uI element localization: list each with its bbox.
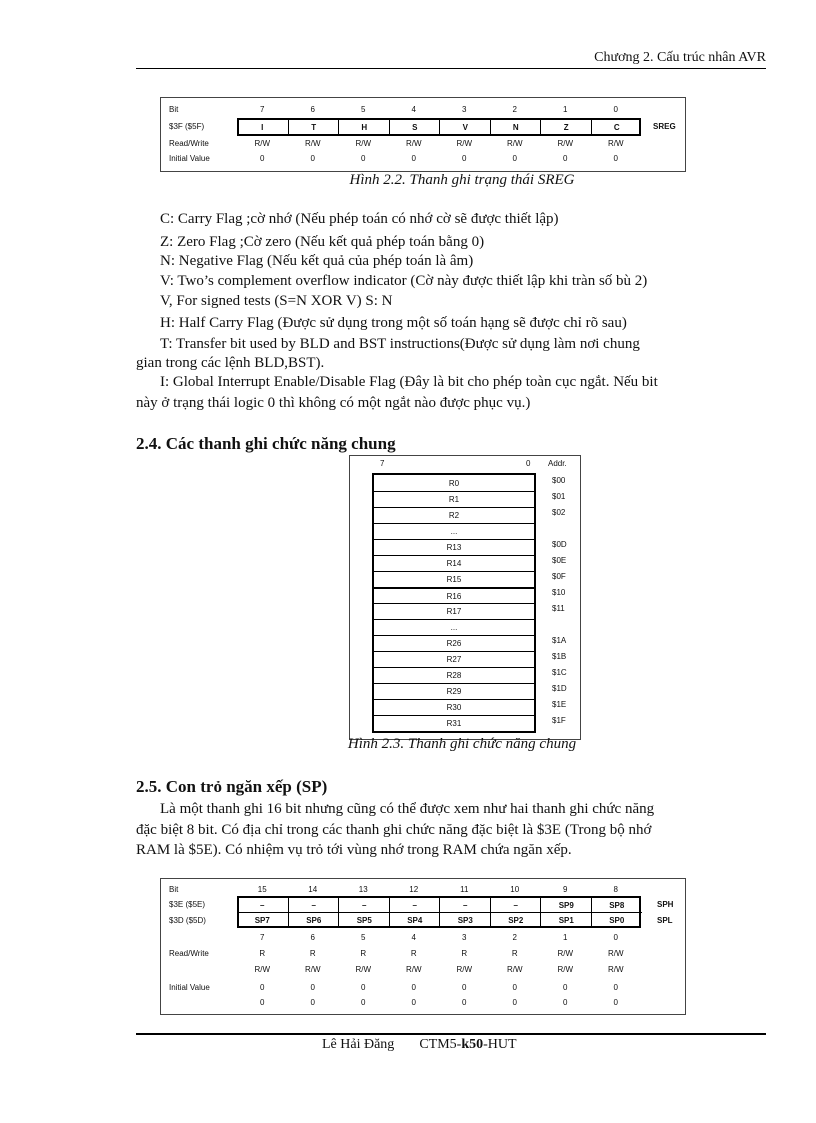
sp-rw-high: R/W xyxy=(607,949,624,958)
register-address: $0F xyxy=(552,572,566,581)
sreg-init: 0 xyxy=(563,154,568,163)
sreg-bit-number: 1 xyxy=(563,105,568,114)
sp-rw-low: R/W xyxy=(506,965,523,974)
sreg-bit-number: 5 xyxy=(361,105,366,114)
sph-cell: – xyxy=(288,898,340,912)
spl-cell: SP5 xyxy=(338,912,390,927)
sreg-rw: R/W xyxy=(355,139,372,148)
sp-rw-low: R/W xyxy=(254,965,271,974)
flag-desc-s: V, For signed tests (S=N XOR V) S: N xyxy=(160,293,393,309)
flag-desc-v: V: Two’s complement overflow indicator (Cờ này được thiết lập khi tràn số bù 2) xyxy=(160,273,648,289)
flag-desc-z: Z: Zero Flag ;Cờ zero (Nếu kết quả phép toán bằng 0) xyxy=(160,234,485,250)
register-row: R1 xyxy=(374,491,534,507)
sp-init-high: 0 xyxy=(361,983,366,992)
sreg-rw: R/W xyxy=(254,139,271,148)
register-address: $11 xyxy=(552,604,565,613)
register-row: R30 xyxy=(374,699,534,715)
register-bit-high: 7 xyxy=(380,459,385,468)
sp-label-spl-addr: $3D ($5D) xyxy=(169,916,206,925)
sp-bit-low: 0 xyxy=(613,933,618,942)
register-stack xyxy=(372,473,536,733)
sp-init-high: 0 xyxy=(613,983,618,992)
sreg-flag-cell: N xyxy=(490,120,542,134)
register-addr-header: Addr. xyxy=(548,459,567,468)
sp-bit-low: 4 xyxy=(411,933,416,942)
sp-bit-high: 10 xyxy=(510,885,520,894)
spl-cell: SP1 xyxy=(540,912,592,927)
sreg-flag-cell: Z xyxy=(540,120,592,134)
sreg-caption: Hình 2.2. Thanh ghi trạng thái SREG xyxy=(349,172,575,188)
sreg-flag-cell: H xyxy=(338,120,390,134)
sreg-flag-cell: C xyxy=(591,120,643,134)
sreg-init: 0 xyxy=(411,154,416,163)
sp-label-sph-addr: $3E ($5E) xyxy=(169,900,206,909)
sp-bit-high: 8 xyxy=(613,885,618,894)
sp-init-low: 0 xyxy=(462,998,467,1007)
sp-bit-high: 9 xyxy=(563,885,568,894)
sp-rw-low: R/W xyxy=(355,965,372,974)
sp-label-bit: Bit xyxy=(169,885,179,894)
spl-cell: SP3 xyxy=(439,912,491,927)
sph-cell: SP9 xyxy=(540,898,592,912)
sp-init-low: 0 xyxy=(563,998,568,1007)
register-address: $10 xyxy=(552,588,566,597)
sp-init-high: 0 xyxy=(260,983,265,992)
register-address: $00 xyxy=(552,476,566,485)
sp-bit-low: 1 xyxy=(563,933,568,942)
sreg-label-initial: Initial Value xyxy=(169,154,210,163)
sp-rw-high: R xyxy=(309,949,316,958)
footer xyxy=(322,1037,517,1053)
sreg-bit-number: 2 xyxy=(512,105,517,114)
register-row: R27 xyxy=(374,651,534,667)
spl-cell: SP6 xyxy=(288,912,340,927)
sp-bit-high: 14 xyxy=(308,885,318,894)
sp-rw-low: R/W xyxy=(557,965,574,974)
register-row: R31 xyxy=(374,715,534,731)
register-address: $1B xyxy=(552,652,567,661)
sp-init-high: 0 xyxy=(563,983,568,992)
register-row: R15 xyxy=(374,571,534,587)
sp-bit-high: 13 xyxy=(358,885,368,894)
sreg-bit-number: 3 xyxy=(462,105,467,114)
register-row: R0 xyxy=(448,478,460,488)
register-row: R13 xyxy=(374,539,534,555)
register-file-caption: Hình 2.3. Thanh ghi chức năng chung xyxy=(347,736,577,752)
sreg-init: 0 xyxy=(260,154,265,163)
register-row: ... xyxy=(374,619,534,635)
register-address: $02 xyxy=(552,508,566,517)
spl-cell: SP0 xyxy=(591,912,643,927)
sreg-bit-number: 6 xyxy=(310,105,315,114)
spl-name: SPL xyxy=(657,916,673,925)
header-rule xyxy=(136,68,766,69)
flag-desc-h: H: Half Carry Flag (Được sử dụng trong một số toán hạng sẽ được chỉ rõ sau) xyxy=(160,315,627,331)
sp-rw-high: R xyxy=(360,949,367,958)
register-address: $0D xyxy=(552,540,567,549)
sp-bit-low: 5 xyxy=(361,933,366,942)
register-row: R17 xyxy=(374,603,534,619)
sreg-bit-box xyxy=(237,118,641,136)
sp-paragraph-line-1: Là một thanh ghi 16 bit nhưng cũng có thể được xem như hai thanh ghi chức năng xyxy=(160,801,655,817)
footer-class-suffix: -HUT xyxy=(483,1037,517,1052)
sreg-flag-cell: I xyxy=(261,122,264,132)
sp-bit-high: 11 xyxy=(460,885,469,894)
sp-label-readwrite: Read/Write xyxy=(169,949,209,958)
sp-init-low: 0 xyxy=(361,998,366,1007)
sreg-rw: R/W xyxy=(456,139,473,148)
sp-bit-high: 12 xyxy=(409,885,419,894)
register-row: R2 xyxy=(374,507,534,523)
sreg-init: 0 xyxy=(512,154,517,163)
sreg-rw: R/W xyxy=(557,139,574,148)
sp-init-high: 0 xyxy=(462,983,467,992)
footer-author: Lê Hải Đăng xyxy=(322,1037,395,1052)
sp-rw-high: R xyxy=(511,949,518,958)
sp-figure xyxy=(160,878,686,1015)
sph-cell: – xyxy=(389,898,441,912)
sp-label-initial: Initial Value xyxy=(169,983,210,992)
footer-rule xyxy=(136,1033,766,1035)
sp-init-high: 0 xyxy=(411,983,416,992)
sp-rw-high: R xyxy=(461,949,468,958)
flag-desc-t-cont: gian trong các lệnh BLD,BST). xyxy=(136,355,325,371)
register-row: ... xyxy=(374,523,534,539)
sph-cell: – xyxy=(490,898,542,912)
register-address: $0E xyxy=(552,556,567,565)
sreg-figure xyxy=(160,97,686,172)
sreg-init: 0 xyxy=(310,154,315,163)
sph-cell: SP8 xyxy=(591,898,643,912)
register-file-figure xyxy=(349,455,581,740)
sreg-bit-number: 0 xyxy=(613,105,618,114)
sph-name: SPH xyxy=(657,900,674,909)
sp-rw-low: R/W xyxy=(405,965,422,974)
sp-paragraph-line-2: đặc biệt 8 bit. Có địa chỉ trong các thanh ghi chức năng đặc biệt là $3E (Trong bộ nhớ xyxy=(136,822,652,838)
sp-bit-high: 15 xyxy=(257,885,267,894)
sp-rw-low: R/W xyxy=(304,965,321,974)
sreg-bit-number: 7 xyxy=(260,105,265,114)
sreg-init: 0 xyxy=(361,154,366,163)
sp-init-low: 0 xyxy=(411,998,416,1007)
register-row: R14 xyxy=(374,555,534,571)
register-row: R26 xyxy=(374,635,534,651)
sp-rw-low: R/W xyxy=(456,965,473,974)
register-bit-low: 0 xyxy=(526,459,531,468)
sp-rw-high: R xyxy=(259,949,266,958)
sp-init-low: 0 xyxy=(260,998,265,1007)
footer-class-prefix: CTM5- xyxy=(419,1037,462,1052)
sreg-init: 0 xyxy=(462,154,467,163)
register-row: R16 xyxy=(374,587,534,603)
register-address: $1C xyxy=(552,668,567,677)
register-address: $1E xyxy=(552,700,567,709)
sp-init-low: 0 xyxy=(310,998,315,1007)
sreg-flag-cell: T xyxy=(288,120,340,134)
sp-init-low: 0 xyxy=(613,998,618,1007)
sph-cell: – xyxy=(260,900,265,910)
register-row: R29 xyxy=(374,683,534,699)
sreg-label-address: $3F ($5F) xyxy=(169,122,205,131)
sreg-rw: R/W xyxy=(304,139,321,148)
flag-desc-n: N: Negative Flag (Nếu kết quả của phép toán là âm) xyxy=(160,253,474,269)
sp-init-low: 0 xyxy=(512,998,517,1007)
sp-bit-low: 2 xyxy=(512,933,517,942)
register-address: $1A xyxy=(552,636,567,645)
sp-paragraph-line-3: RAM là $5E). Có nhiệm vụ trỏ tới vùng nhớ trong RAM chứa ngăn xếp. xyxy=(136,842,572,858)
sp-rw-low: R/W xyxy=(607,965,624,974)
page-header-title: Chương 2. Cấu trúc nhân AVR xyxy=(594,50,766,65)
sp-init-high: 0 xyxy=(310,983,315,992)
register-address: $1F xyxy=(552,716,566,725)
flag-desc-t: T: Transfer bit used by BLD and BST instructions(Được sử dụng làm nơi chung xyxy=(160,336,640,352)
sreg-init: 0 xyxy=(613,154,618,163)
register-row: R28 xyxy=(374,667,534,683)
sreg-rw: R/W xyxy=(607,139,624,148)
sreg-rw: R/W xyxy=(405,139,422,148)
flag-desc-i: I: Global Interrupt Enable/Disable Flag (Đây là bit cho phép toàn cục ngắt. Nếu bit xyxy=(160,374,658,390)
spl-cell: SP4 xyxy=(389,912,441,927)
sreg-label-bit: Bit xyxy=(169,105,179,114)
spl-cell: SP2 xyxy=(490,912,542,927)
sreg-label-readwrite: Read/Write xyxy=(169,139,209,148)
sp-bit-low: 6 xyxy=(310,933,315,942)
sreg-rw: R/W xyxy=(506,139,523,148)
footer-class-bold: k50 xyxy=(461,1037,484,1052)
register-address: $1D xyxy=(552,684,567,693)
sreg-register-name: SREG xyxy=(653,122,676,131)
section-heading-2-5: 2.5. Con trỏ ngăn xếp (SP) xyxy=(136,777,328,796)
sp-rw-high: R/W xyxy=(557,949,574,958)
sph-cell: – xyxy=(439,898,491,912)
sp-init-high: 0 xyxy=(512,983,517,992)
register-address-column xyxy=(552,473,578,733)
sp-bit-box xyxy=(237,896,641,928)
flag-desc-c: C: Carry Flag ;cờ nhớ (Nếu phép toán có nhớ cờ sẽ được thiết lập) xyxy=(160,211,559,227)
spl-cell: SP7 xyxy=(237,912,288,927)
sp-rw-high: R xyxy=(410,949,417,958)
sreg-flag-cell: V xyxy=(439,120,491,134)
section-heading-2-4: 2.4. Các thanh ghi chức năng chung xyxy=(136,434,396,453)
sph-cell: – xyxy=(338,898,390,912)
sp-bit-low: 7 xyxy=(260,933,265,942)
register-address: $01 xyxy=(552,492,566,501)
sreg-bit-number: 4 xyxy=(411,105,416,114)
sreg-flag-cell: S xyxy=(389,120,441,134)
sp-bit-low: 3 xyxy=(462,933,467,942)
flag-desc-i-cont: này ở trạng thái logic 0 thì không có một ngắt nào được phục vụ.) xyxy=(136,395,531,411)
